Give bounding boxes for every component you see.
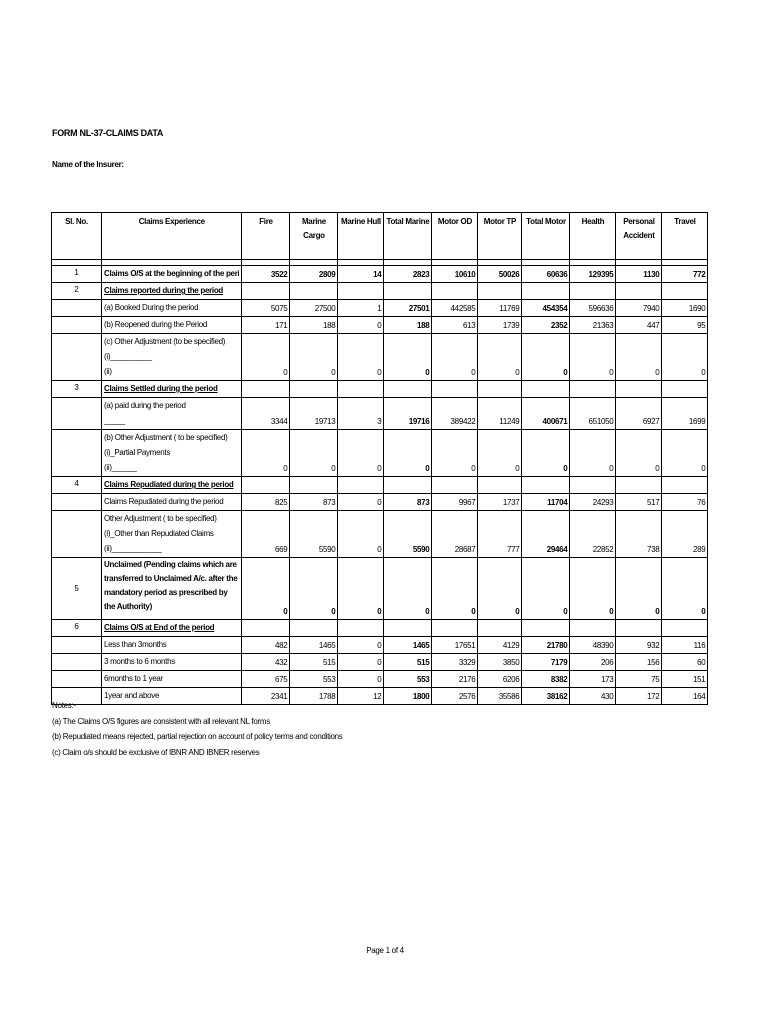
form-title: FORM NL-37-CLAIMS DATA — [52, 128, 164, 138]
claims-experience-line: 6months to 1 year — [104, 674, 163, 683]
value-cell — [478, 283, 522, 300]
value-cell — [522, 477, 570, 494]
value-cell: 0 — [662, 558, 708, 620]
value-cell: 0 — [478, 558, 522, 620]
claims-experience-line: Claims Settled during the period — [104, 384, 218, 393]
column-header: Fire — [242, 213, 290, 260]
value-cell: 173 — [570, 671, 616, 688]
value-cell: 454354 — [522, 300, 570, 317]
value-cell: 0 — [662, 334, 708, 381]
value-cell — [570, 283, 616, 300]
serial-number-cell — [52, 511, 102, 558]
value-cell: 0 — [432, 334, 478, 381]
value-cell — [290, 477, 338, 494]
table-row — [52, 620, 708, 637]
value-cell: 430 — [570, 688, 616, 705]
value-cell: 0 — [478, 334, 522, 381]
claims-experience-line: (ii)____________ — [104, 544, 162, 553]
note-line: (b) Repudiated means rejected, partial rejection on account of policy terms and conditions — [52, 732, 343, 741]
value-cell: 0 — [338, 511, 384, 558]
claims-experience-line: Other Adjustment ( to be specified) — [104, 514, 217, 523]
value-cell: 171 — [242, 317, 290, 334]
claims-experience-cell — [102, 511, 242, 558]
claims-experience-cell — [102, 398, 242, 430]
table-row — [52, 266, 708, 283]
value-cell: 3329 — [432, 654, 478, 671]
insurer-label: Name of the Insurer: — [52, 160, 124, 169]
serial-number-cell — [52, 671, 102, 688]
value-cell: 0 — [662, 430, 708, 477]
serial-number-cell — [52, 494, 102, 511]
table-row — [52, 334, 708, 381]
value-cell — [338, 381, 384, 398]
value-cell: 206 — [570, 654, 616, 671]
value-cell: 0 — [616, 334, 662, 381]
value-cell: 596636 — [570, 300, 616, 317]
value-cell: 0 — [290, 558, 338, 620]
value-cell: 0 — [242, 430, 290, 477]
value-cell: 432 — [242, 654, 290, 671]
column-header: Marine Cargo — [290, 213, 338, 260]
value-cell: 0 — [432, 430, 478, 477]
value-cell: 0 — [384, 334, 432, 381]
value-cell: 11249 — [478, 398, 522, 430]
value-cell: 1800 — [384, 688, 432, 705]
value-cell: 172 — [616, 688, 662, 705]
value-cell: 10610 — [432, 266, 478, 283]
serial-number-cell: 3 — [52, 381, 102, 398]
value-cell: 48390 — [570, 637, 616, 654]
value-cell: 0 — [242, 558, 290, 620]
value-cell: 1737 — [478, 494, 522, 511]
claims-experience-line: 1year and above — [104, 691, 160, 700]
value-cell: 9967 — [432, 494, 478, 511]
claims-experience-cell — [102, 266, 242, 283]
value-cell: 1699 — [662, 398, 708, 430]
serial-number-cell: 5 — [52, 558, 102, 620]
value-cell: 0 — [338, 671, 384, 688]
value-cell — [290, 381, 338, 398]
value-cell: 0 — [290, 430, 338, 477]
value-cell: 129395 — [570, 266, 616, 283]
column-header: Sl. No. — [52, 213, 102, 260]
value-cell: 21780 — [522, 637, 570, 654]
value-cell: 932 — [616, 637, 662, 654]
serial-number-cell — [52, 654, 102, 671]
value-cell: 0 — [570, 334, 616, 381]
claims-experience-cell — [102, 381, 242, 398]
value-cell: 0 — [522, 334, 570, 381]
value-cell: 1 — [338, 300, 384, 317]
value-cell: 11704 — [522, 494, 570, 511]
value-cell: 0 — [242, 334, 290, 381]
claims-experience-line: (a) Booked During the period — [104, 303, 199, 312]
table-row — [52, 494, 708, 511]
value-cell: 3522 — [242, 266, 290, 283]
value-cell: 24293 — [570, 494, 616, 511]
value-cell: 7940 — [616, 300, 662, 317]
value-cell: 17651 — [432, 637, 478, 654]
value-cell — [338, 283, 384, 300]
claims-experience-line: 3 months to 6 months — [104, 657, 175, 666]
value-cell: 38162 — [522, 688, 570, 705]
value-cell: 289 — [662, 511, 708, 558]
value-cell: 19716 — [384, 398, 432, 430]
claims-experience-cell — [102, 283, 242, 300]
value-cell — [478, 477, 522, 494]
value-cell: 0 — [616, 430, 662, 477]
table-row — [52, 398, 708, 430]
claims-experience-line: (c) Other Adjustment (to be specified) — [104, 337, 226, 346]
value-cell: 4129 — [478, 637, 522, 654]
value-cell: 3344 — [242, 398, 290, 430]
notes-block — [52, 698, 343, 760]
column-header: Claims Experience — [102, 213, 242, 260]
value-cell — [616, 381, 662, 398]
note-line: (c) Claim o/s should be exclusive of IBNR AND IBNER reserves — [52, 747, 260, 757]
value-cell — [290, 283, 338, 300]
value-cell: 1130 — [616, 266, 662, 283]
value-cell: 11769 — [478, 300, 522, 317]
serial-number-cell: 1 — [52, 266, 102, 283]
value-cell — [522, 620, 570, 637]
value-cell — [384, 381, 432, 398]
value-cell — [662, 283, 708, 300]
note-line: (a) The Claims O/S figures are consistent with all relevant NL forms — [52, 716, 270, 726]
column-header: Health — [570, 213, 616, 260]
claims-experience-cell — [102, 477, 242, 494]
claims-experience-line: Less than 3months — [104, 640, 167, 649]
column-header: Personal Accident — [616, 213, 662, 260]
value-cell: 2341 — [242, 688, 290, 705]
claims-experience-line: Unclaimed (Pending claims which are transferred to Unclaimed A/c. after the mandatory period as prescribed by the Authority) — [104, 560, 238, 611]
value-cell — [290, 620, 338, 637]
value-cell: 156 — [616, 654, 662, 671]
claims-experience-line: (a) paid during the period — [104, 401, 186, 410]
value-cell: 188 — [290, 317, 338, 334]
claims-experience-line: Claims O/S at the beginning of the peri — [104, 269, 240, 278]
claims-experience-line: Claims O/S at End of the period — [104, 623, 215, 632]
table-row — [52, 558, 708, 620]
value-cell: 3 — [338, 398, 384, 430]
claims-experience-cell — [102, 637, 242, 654]
value-cell: 28687 — [432, 511, 478, 558]
serial-number-cell — [52, 430, 102, 477]
value-cell: 651050 — [570, 398, 616, 430]
value-cell: 1690 — [662, 300, 708, 317]
table-header-row — [52, 213, 708, 260]
value-cell: 95 — [662, 317, 708, 334]
value-cell: 2576 — [432, 688, 478, 705]
value-cell: 1739 — [478, 317, 522, 334]
claims-experience-cell — [102, 558, 242, 620]
value-cell — [338, 477, 384, 494]
value-cell — [242, 381, 290, 398]
value-cell — [570, 381, 616, 398]
value-cell: 0 — [522, 430, 570, 477]
value-cell: 1465 — [384, 637, 432, 654]
value-cell: 5590 — [290, 511, 338, 558]
value-cell — [384, 620, 432, 637]
value-cell: 29464 — [522, 511, 570, 558]
value-cell — [242, 283, 290, 300]
value-cell: 60636 — [522, 266, 570, 283]
table-row — [52, 283, 708, 300]
value-cell: 0 — [338, 654, 384, 671]
value-cell: 6206 — [478, 671, 522, 688]
value-cell: 553 — [384, 671, 432, 688]
value-cell: 151 — [662, 671, 708, 688]
value-cell: 5075 — [242, 300, 290, 317]
claims-experience-line: Claims Repudiated during the period — [104, 480, 234, 489]
value-cell — [570, 477, 616, 494]
table-row — [52, 671, 708, 688]
value-cell: 400671 — [522, 398, 570, 430]
claims-experience-line: (i)__________ — [104, 352, 152, 361]
claims-experience-cell — [102, 671, 242, 688]
claims-experience-cell — [102, 654, 242, 671]
value-cell: 0 — [338, 317, 384, 334]
value-cell — [384, 283, 432, 300]
value-cell: 0 — [432, 558, 478, 620]
claims-experience-line: (b) Reopened during the Period — [104, 320, 208, 329]
value-cell: 19713 — [290, 398, 338, 430]
claims-experience-cell — [102, 494, 242, 511]
value-cell: 164 — [662, 688, 708, 705]
serial-number-cell — [52, 334, 102, 381]
value-cell: 873 — [290, 494, 338, 511]
value-cell: 777 — [478, 511, 522, 558]
serial-number-cell: 6 — [52, 620, 102, 637]
value-cell — [338, 620, 384, 637]
claims-experience-line: Claims Repudiated during the period — [104, 497, 224, 506]
value-cell — [432, 477, 478, 494]
value-cell: 517 — [616, 494, 662, 511]
value-cell: 3850 — [478, 654, 522, 671]
value-cell: 35586 — [478, 688, 522, 705]
value-cell — [384, 477, 432, 494]
column-header: Travel — [662, 213, 708, 260]
value-cell: 482 — [242, 637, 290, 654]
value-cell: 76 — [662, 494, 708, 511]
value-cell — [570, 620, 616, 637]
value-cell: 515 — [290, 654, 338, 671]
value-cell: 0 — [338, 334, 384, 381]
table-row — [52, 381, 708, 398]
claims-experience-line: (ii)______ — [104, 463, 137, 472]
value-cell: 6927 — [616, 398, 662, 430]
value-cell: 27500 — [290, 300, 338, 317]
value-cell: 1788 — [290, 688, 338, 705]
value-cell: 772 — [662, 266, 708, 283]
value-cell: 0 — [338, 430, 384, 477]
value-cell: 8382 — [522, 671, 570, 688]
value-cell: 0 — [384, 558, 432, 620]
serial-number-cell: 2 — [52, 283, 102, 300]
notes-heading: Notes:- — [52, 701, 76, 710]
value-cell: 389422 — [432, 398, 478, 430]
table-row — [52, 477, 708, 494]
value-cell: 0 — [522, 558, 570, 620]
value-cell — [242, 620, 290, 637]
value-cell: 0 — [338, 558, 384, 620]
table-row — [52, 654, 708, 671]
value-cell — [432, 620, 478, 637]
claims-experience-cell — [102, 317, 242, 334]
value-cell: 7179 — [522, 654, 570, 671]
claims-experience-line: (ii) — [104, 367, 112, 376]
value-cell: 825 — [242, 494, 290, 511]
value-cell — [432, 283, 478, 300]
serial-number-cell — [52, 300, 102, 317]
value-cell: 12 — [338, 688, 384, 705]
value-cell: 2176 — [432, 671, 478, 688]
value-cell — [616, 620, 662, 637]
value-cell: 116 — [662, 637, 708, 654]
claims-table — [51, 212, 708, 705]
serial-number-cell — [52, 637, 102, 654]
claims-experience-cell — [102, 334, 242, 381]
value-cell: 5590 — [384, 511, 432, 558]
value-cell — [616, 477, 662, 494]
value-cell — [522, 283, 570, 300]
serial-number-cell — [52, 398, 102, 430]
value-cell: 0 — [616, 558, 662, 620]
value-cell — [242, 477, 290, 494]
value-cell: 669 — [242, 511, 290, 558]
page-number: Page 1 of 4 — [366, 946, 404, 955]
value-cell: 50026 — [478, 266, 522, 283]
value-cell — [478, 381, 522, 398]
claims-experience-cell — [102, 300, 242, 317]
value-cell: 873 — [384, 494, 432, 511]
value-cell: 188 — [384, 317, 432, 334]
column-header: Marine Hull — [338, 213, 384, 260]
claims-experience-cell — [102, 430, 242, 477]
value-cell: 738 — [616, 511, 662, 558]
value-cell: 515 — [384, 654, 432, 671]
claims-experience-line: (i)_Other than Repudiated Claims — [104, 529, 214, 538]
value-cell: 447 — [616, 317, 662, 334]
column-header: Total Marine — [384, 213, 432, 260]
value-cell — [522, 381, 570, 398]
value-cell — [478, 620, 522, 637]
value-cell: 1465 — [290, 637, 338, 654]
value-cell: 0 — [338, 637, 384, 654]
value-cell: 21363 — [570, 317, 616, 334]
value-cell: 2809 — [290, 266, 338, 283]
value-cell: 27501 — [384, 300, 432, 317]
value-cell: 14 — [338, 266, 384, 283]
value-cell: 0 — [570, 558, 616, 620]
value-cell: 0 — [290, 334, 338, 381]
column-header: Motor TP — [478, 213, 522, 260]
value-cell: 0 — [384, 430, 432, 477]
value-cell — [662, 477, 708, 494]
table-row — [52, 511, 708, 558]
table-row — [52, 637, 708, 654]
serial-number-cell — [52, 317, 102, 334]
claims-table-body — [52, 213, 708, 705]
value-cell: 442585 — [432, 300, 478, 317]
claims-experience-line: (i)_Partial Payments — [104, 448, 171, 457]
value-cell: 0 — [570, 430, 616, 477]
table-row — [52, 430, 708, 477]
value-cell: 2823 — [384, 266, 432, 283]
value-cell: 22852 — [570, 511, 616, 558]
value-cell — [662, 620, 708, 637]
claims-experience-line: (b) Other Adjustment ( to be specified) — [104, 433, 228, 442]
table-row — [52, 317, 708, 334]
claims-experience-line: _____ — [104, 416, 125, 425]
column-header: Motor OD — [432, 213, 478, 260]
value-cell: 75 — [616, 671, 662, 688]
serial-number-cell: 4 — [52, 477, 102, 494]
value-cell: 60 — [662, 654, 708, 671]
column-header: Total Motor — [522, 213, 570, 260]
value-cell — [432, 381, 478, 398]
table-row — [52, 300, 708, 317]
value-cell: 0 — [478, 430, 522, 477]
value-cell: 2352 — [522, 317, 570, 334]
claims-experience-cell — [102, 620, 242, 637]
value-cell — [616, 283, 662, 300]
value-cell: 675 — [242, 671, 290, 688]
value-cell: 553 — [290, 671, 338, 688]
claims-experience-line: Claims reported during the period — [104, 286, 224, 295]
value-cell: 613 — [432, 317, 478, 334]
value-cell: 0 — [338, 494, 384, 511]
value-cell — [662, 381, 708, 398]
